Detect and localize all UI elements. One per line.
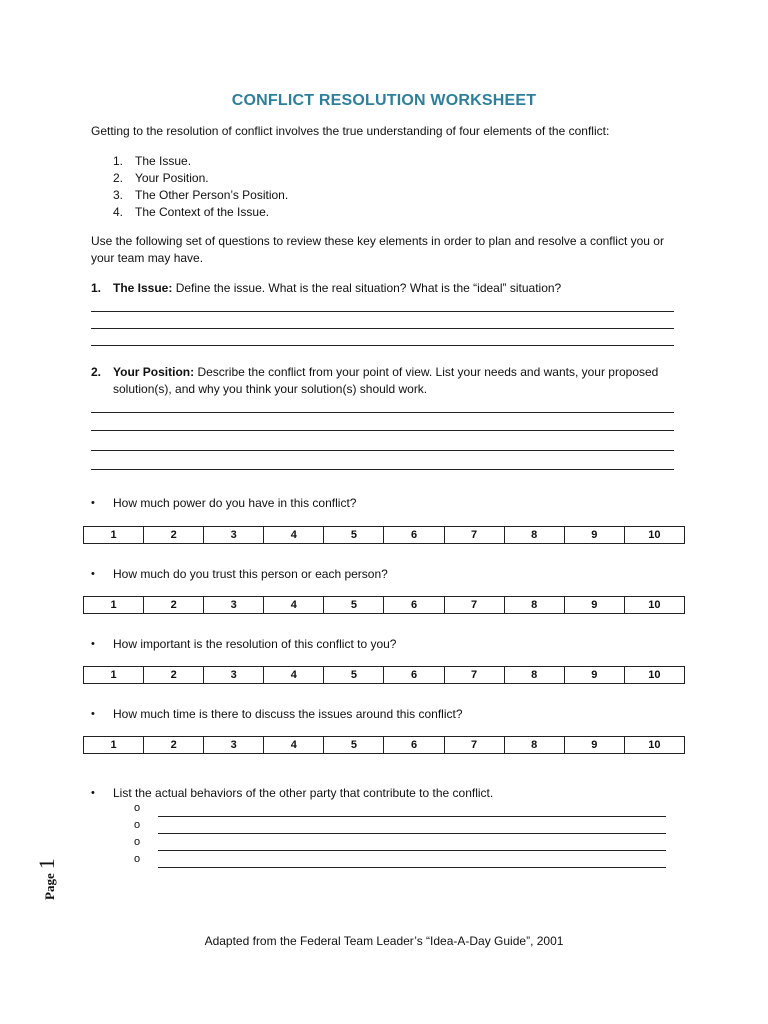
- circle-bullet-icon: o: [134, 836, 141, 848]
- scale-cell-5[interactable]: 5: [324, 527, 384, 544]
- scale-cell-4[interactable]: 4: [264, 527, 324, 544]
- scale-cell-1[interactable]: 1: [84, 527, 144, 544]
- question-body: Describe the conflict from your point of view. List your needs and wants, your proposed solution(s), and why you think your solution(s) should work.: [113, 365, 659, 396]
- bullet-icon: •: [91, 568, 95, 580]
- bullet-icon: •: [91, 787, 95, 799]
- rating-scale-time: [83, 736, 685, 754]
- list-item-number: 4.: [113, 205, 124, 219]
- question-number: 1.: [91, 281, 102, 295]
- answer-line[interactable]: [158, 850, 666, 851]
- scale-cell-6[interactable]: 6: [384, 597, 444, 614]
- bullet-icon: •: [91, 708, 95, 720]
- scale-cell-2[interactable]: 2: [144, 527, 204, 544]
- question-text: [113, 280, 673, 297]
- scale-cell-3[interactable]: 3: [204, 737, 264, 754]
- scale-cell-8[interactable]: 8: [504, 737, 564, 754]
- scale-cell-3[interactable]: 3: [204, 527, 264, 544]
- list-item: [113, 153, 288, 170]
- question-body: Define the issue. What is the real situation? What is the “ideal” situation?: [172, 281, 562, 295]
- scale-cell-7[interactable]: 7: [444, 527, 504, 544]
- scale-cell-8[interactable]: 8: [504, 527, 564, 544]
- list-item-text: The Context of the Issue.: [135, 205, 270, 219]
- scale-cell-5[interactable]: 5: [324, 597, 384, 614]
- rating-scale-importance: [83, 666, 685, 684]
- page-number-label: [34, 858, 60, 900]
- answer-line[interactable]: [158, 867, 666, 868]
- answer-line[interactable]: [158, 816, 666, 817]
- scale-cell-9[interactable]: 9: [564, 597, 624, 614]
- scale-cell-6[interactable]: 6: [384, 527, 444, 544]
- scale-cell-10[interactable]: 10: [624, 597, 684, 614]
- scale-cell-9[interactable]: 9: [564, 527, 624, 544]
- question-label: The Issue:: [113, 281, 173, 295]
- scale-cell-6[interactable]: 6: [384, 667, 444, 684]
- scale-cell-10[interactable]: 10: [624, 527, 684, 544]
- answer-line[interactable]: [91, 412, 674, 413]
- list-item-text: Your Position.: [135, 171, 209, 185]
- scale-cell-2[interactable]: 2: [144, 737, 204, 754]
- circle-bullet-icon: o: [134, 802, 141, 814]
- scale-cell-4[interactable]: 4: [264, 667, 324, 684]
- answer-line[interactable]: [91, 311, 674, 312]
- scale-cell-2[interactable]: 2: [144, 667, 204, 684]
- rating-question-text: How much do you trust this person or each person?: [113, 567, 388, 581]
- answer-line[interactable]: [158, 833, 666, 834]
- list-item-text: The Other Person’s Position.: [135, 188, 289, 202]
- scale-cell-3[interactable]: 3: [204, 667, 264, 684]
- list-item: [113, 170, 288, 187]
- elements-list: [113, 153, 288, 221]
- page-word: Page: [42, 873, 57, 900]
- scale-cell-3[interactable]: 3: [204, 597, 264, 614]
- question-label: Your Position:: [113, 365, 195, 379]
- page-title: CONFLICT RESOLUTION WORKSHEET: [231, 92, 537, 109]
- scale-cell-9[interactable]: 9: [564, 667, 624, 684]
- circle-bullet-icon: o: [134, 819, 141, 831]
- question-text: [113, 364, 673, 398]
- scale-cell-8[interactable]: 8: [504, 597, 564, 614]
- question-number: 2.: [91, 365, 102, 379]
- page-number: 1: [34, 858, 59, 870]
- list-item-number: 2.: [113, 171, 124, 185]
- question-issue: [91, 280, 681, 297]
- answer-line[interactable]: [91, 430, 674, 431]
- rating-question-text: How much time is there to discuss the issues around this conflict?: [113, 707, 463, 721]
- scale-cell-8[interactable]: 8: [504, 667, 564, 684]
- scale-cell-1[interactable]: 1: [84, 597, 144, 614]
- scale-cell-7[interactable]: 7: [444, 737, 504, 754]
- answer-line[interactable]: [91, 450, 674, 451]
- scale-cell-6[interactable]: 6: [384, 737, 444, 754]
- bullet-icon: •: [91, 497, 95, 509]
- list-item: [113, 187, 288, 204]
- circle-bullet-icon: o: [134, 853, 141, 865]
- instructions-text: Use the following set of questions to review these key elements in order to plan and resolve a conflict you or your team may have.: [91, 234, 664, 265]
- scale-cell-7[interactable]: 7: [444, 597, 504, 614]
- list-item-text: The Issue.: [135, 154, 192, 168]
- question-position: [91, 364, 681, 398]
- answer-line[interactable]: [91, 469, 674, 470]
- scale-cell-4[interactable]: 4: [264, 597, 324, 614]
- scale-cell-2[interactable]: 2: [144, 597, 204, 614]
- scale-cell-1[interactable]: 1: [84, 737, 144, 754]
- behaviors-prompt-text: List the actual behaviors of the other party that contribute to the conflict.: [113, 786, 494, 800]
- answer-line[interactable]: [91, 345, 674, 346]
- footer-citation: Adapted from the Federal Team Leader’s “Idea-A-Day Guide”, 2001: [204, 934, 564, 948]
- scale-cell-4[interactable]: 4: [264, 737, 324, 754]
- bullet-icon: •: [91, 638, 95, 650]
- scale-cell-5[interactable]: 5: [324, 737, 384, 754]
- rating-scale-power: [83, 526, 685, 544]
- list-item: [113, 204, 288, 221]
- list-item-number: 3.: [113, 188, 124, 202]
- scale-cell-10[interactable]: 10: [624, 737, 684, 754]
- scale-cell-9[interactable]: 9: [564, 737, 624, 754]
- scale-cell-1[interactable]: 1: [84, 667, 144, 684]
- rating-scale-trust: [83, 596, 685, 614]
- scale-cell-7[interactable]: 7: [444, 667, 504, 684]
- rating-question-text: How much power do you have in this conflict?: [113, 496, 357, 510]
- intro-text: Getting to the resolution of conflict involves the true understanding of four elements of the conflict:: [91, 124, 610, 138]
- answer-line[interactable]: [91, 328, 674, 329]
- rating-question-text: How important is the resolution of this conflict to you?: [113, 637, 397, 651]
- list-item-number: 1.: [113, 154, 124, 168]
- scale-cell-5[interactable]: 5: [324, 667, 384, 684]
- scale-cell-10[interactable]: 10: [624, 667, 684, 684]
